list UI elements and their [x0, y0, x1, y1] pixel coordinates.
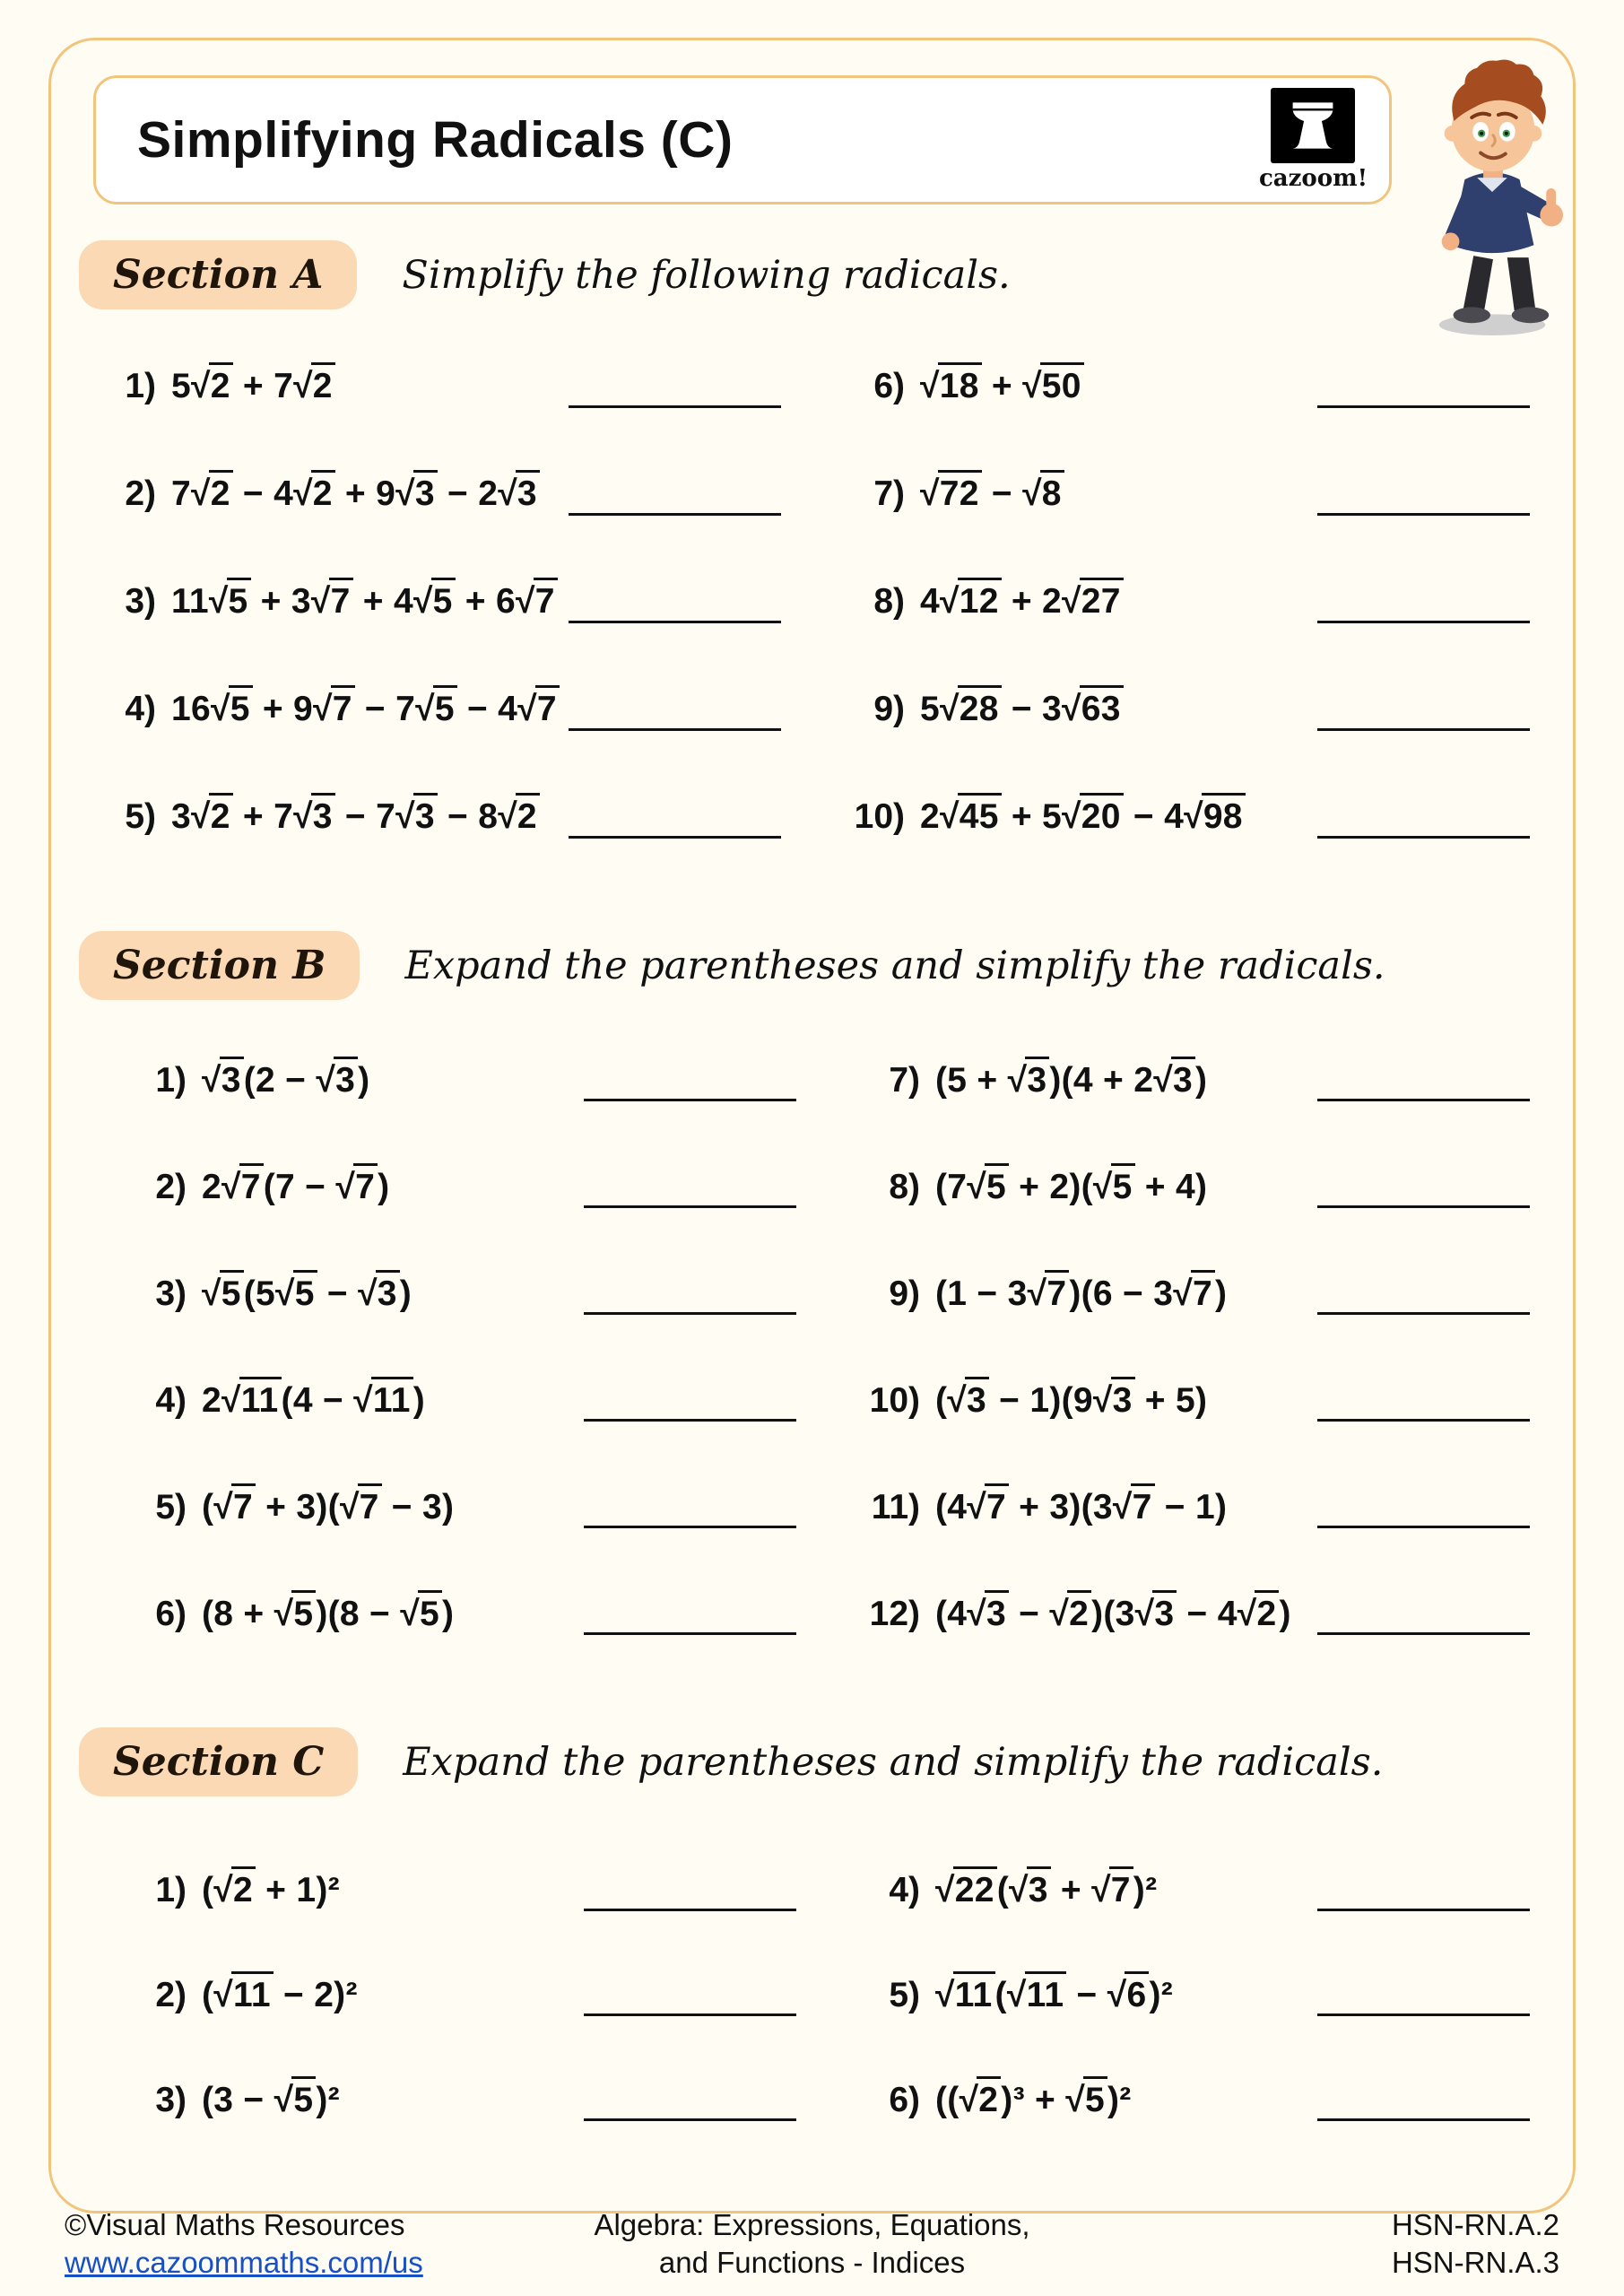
radical: √3 [1009, 1871, 1051, 1909]
problem-number: 5) [125, 797, 156, 836]
problem-expression: 2√45 + 5√20 − 4√98 [920, 797, 1246, 837]
problem-number: 1) [155, 1870, 187, 1909]
problem-row [79, 548, 795, 656]
radical: √7 [1173, 1274, 1215, 1313]
worksheet-title: Simplifying Radicals (C) [137, 111, 734, 169]
problem-expression: √11(√11 − √6)² [935, 1976, 1173, 2015]
radical: √3 [498, 474, 540, 513]
problem-row [843, 1134, 1544, 1240]
problem-expression: (3 − √5)² [202, 2081, 340, 2120]
radical: √7 [335, 1168, 378, 1206]
radical: √8 [1022, 474, 1064, 513]
problem-expression: ((√2)³ + √5)² [935, 2081, 1132, 2120]
radical: √2 [213, 1871, 256, 1909]
problem-row [843, 1027, 1544, 1134]
section-a-label: Section A [79, 240, 357, 309]
section-c-instruction: Expand the parentheses and simplify the radicals. [403, 1739, 1384, 1785]
radical: √2 [1049, 1595, 1091, 1633]
problem-row [843, 1943, 1544, 2048]
section-c-problems [79, 1838, 1544, 2152]
topic-line-2: and Functions - Indices [658, 2245, 966, 2279]
problem-expression: (8 + √5)(8 − √5) [202, 1595, 454, 1634]
footer-right [1133, 2206, 1559, 2282]
problem-number: 1) [155, 1060, 187, 1100]
radical: √3 [947, 1381, 989, 1420]
problem-row [828, 440, 1544, 548]
problem-expression: 5√28 − 3√63 [920, 690, 1124, 729]
problem-number: 11) [871, 1487, 920, 1526]
radical: √7 [221, 1168, 264, 1206]
problem-number: 7) [873, 474, 905, 513]
problem-expression: (4√3 − √2)(3√3 − 4√2) [935, 1595, 1291, 1634]
radical: √11 [935, 1976, 995, 2014]
answer-blank [569, 621, 781, 623]
answer-blank [1317, 2013, 1530, 2016]
radical: √11 [1007, 1976, 1067, 2014]
problem-number: 4) [889, 1870, 920, 1909]
radical: √3 [395, 797, 438, 836]
header [93, 75, 1392, 204]
radical: √72 [920, 474, 982, 513]
problem-number: 2) [155, 1975, 187, 2014]
radical: √5 [400, 1595, 442, 1633]
answer-blank [1317, 1909, 1530, 1911]
problem-row [843, 1240, 1544, 1347]
problem-row [109, 1027, 811, 1134]
answer-blank [1317, 1526, 1530, 1528]
problem-expression: √22(√3 + √7)² [935, 1871, 1157, 1910]
answer-blank [584, 1419, 796, 1422]
website-link[interactable]: www.cazoommaths.com/us [65, 2245, 423, 2279]
radical: √5 [413, 582, 456, 621]
section-c-header [79, 1727, 1544, 1796]
answer-blank [569, 513, 781, 516]
radical: √7 [1028, 1274, 1070, 1313]
answer-blank [1317, 1205, 1530, 1208]
radical: √2 [498, 797, 540, 836]
radical: √2 [293, 474, 335, 513]
radical: √7 [340, 1488, 382, 1526]
answer-blank [1317, 728, 1530, 731]
standard-code-1: HSN-RN.A.2 [1391, 2207, 1559, 2241]
radical: √11 [213, 1976, 274, 2014]
problem-number: 6) [889, 2080, 920, 2119]
problem-row [109, 1561, 811, 1667]
radical: √11 [353, 1381, 413, 1420]
problem-expression: (√7 + 3)(√7 − 3) [202, 1488, 454, 1527]
radical: √5 [274, 1595, 317, 1633]
section-b-label: Section B [79, 931, 360, 1000]
answer-blank [1317, 1312, 1530, 1315]
problem-row [828, 333, 1544, 440]
answer-blank [569, 836, 781, 839]
problem-expression: √18 + √50 [920, 367, 1084, 406]
radical: √5 [209, 582, 251, 621]
radical: √3 [395, 474, 438, 513]
radical: √7 [516, 582, 558, 621]
problem-expression: √5(5√5 − √3) [202, 1274, 412, 1314]
footer-left [65, 2206, 491, 2282]
problem-expression: (√2 + 1)² [202, 1871, 340, 1910]
answer-blank [584, 2118, 796, 2121]
answer-blank [584, 1099, 796, 1101]
problem-number: 3) [155, 2080, 187, 2119]
problem-row [109, 2048, 811, 2152]
problem-row [843, 2048, 1544, 2152]
problem-expression: 16√5 + 9√7 − 7√5 − 4√7 [171, 690, 560, 729]
radical: √11 [221, 1381, 282, 1420]
radical: √2 [191, 474, 233, 513]
radical: √18 [920, 367, 982, 405]
problem-expression: (1 − 3√7)(6 − 3√7) [935, 1274, 1227, 1314]
section-b-problems [79, 1027, 1544, 1667]
radical: √5 [1065, 2081, 1107, 2119]
radical: √5 [211, 690, 253, 728]
answer-blank [569, 728, 781, 731]
problem-number: 10) [854, 797, 905, 836]
problem-row [843, 1454, 1544, 1561]
answer-blank [584, 1909, 796, 1911]
radical: √63 [1062, 690, 1124, 728]
radical: √5 [1093, 1168, 1135, 1206]
radical: √6 [1107, 1976, 1150, 2014]
radical: √3 [316, 1061, 358, 1100]
problem-row [109, 1454, 811, 1561]
radical: √5 [202, 1274, 244, 1313]
radical: √7 [967, 1488, 1009, 1526]
radical: √3 [1153, 1061, 1195, 1100]
copyright-text: ©Visual Maths Resources [65, 2207, 405, 2241]
problem-number: 1) [125, 367, 156, 405]
section-b-header [79, 931, 1544, 1000]
radical: √2 [191, 367, 233, 405]
radical: √22 [935, 1871, 997, 1909]
answer-blank [584, 1205, 796, 1208]
section-b-instruction: Expand the parentheses and simplify the radicals. [404, 943, 1385, 988]
problem-number: 2) [125, 474, 156, 513]
radical: √27 [1062, 582, 1124, 621]
problem-number: 2) [155, 1167, 187, 1206]
problem-row [109, 1347, 811, 1454]
radical: √3 [1135, 1595, 1177, 1633]
section-a-problems [79, 333, 1544, 871]
problem-row [109, 1838, 811, 1943]
problem-number: 10) [869, 1380, 920, 1420]
answer-blank [1317, 1419, 1530, 1422]
problem-expression: √72 − √8 [920, 474, 1064, 514]
answer-blank [584, 1632, 796, 1635]
answer-blank [1317, 836, 1530, 839]
radical: √50 [1022, 367, 1084, 405]
section-b [79, 931, 1544, 1667]
problem-expression: 2√11(4 − √11) [202, 1381, 425, 1421]
problem-number: 5) [889, 1975, 920, 2014]
problem-expression: 11√5 + 3√7 + 4√5 + 6√7 [171, 582, 558, 622]
radical: √7 [311, 582, 353, 621]
topic-line-1: Algebra: Expressions, Equations, [594, 2207, 1030, 2241]
radical: √5 [415, 690, 457, 728]
section-a-instruction: Simplify the following radicals. [402, 252, 1011, 298]
footer [65, 2206, 1559, 2282]
radical: √5 [967, 1168, 1009, 1206]
radical: √7 [213, 1488, 256, 1526]
answer-blank [1317, 1099, 1530, 1101]
problem-number: 4) [125, 690, 156, 728]
radical: √5 [274, 2081, 317, 2119]
problem-row [828, 656, 1544, 763]
answer-blank [1317, 2118, 1530, 2121]
problem-row [79, 333, 795, 440]
problem-number: 9) [873, 690, 905, 728]
radical: √3 [202, 1061, 244, 1100]
radical: √20 [1062, 797, 1124, 836]
problem-row [843, 1347, 1544, 1454]
problem-row [828, 763, 1544, 871]
logo-wordmark: cazoom! [1258, 165, 1368, 192]
answer-blank [1317, 405, 1530, 408]
radical: √7 [517, 690, 560, 728]
problem-row [843, 1838, 1544, 1943]
radical: √3 [1008, 1061, 1050, 1100]
cazoom-logo [1252, 86, 1375, 194]
section-c [79, 1727, 1544, 2152]
problem-row [109, 1134, 811, 1240]
problem-number: 9) [889, 1274, 920, 1313]
problem-row [843, 1561, 1544, 1667]
radical: √45 [940, 797, 1002, 836]
radical: √2 [960, 2081, 1002, 2119]
problem-expression: 2√7(7 − √7) [202, 1168, 389, 1207]
radical: √7 [313, 690, 355, 728]
problem-number: 6) [155, 1594, 187, 1633]
radical: √7 [1091, 1871, 1133, 1909]
section-a-header [79, 240, 1544, 309]
problem-number: 12) [869, 1594, 920, 1633]
section-a [79, 240, 1544, 871]
answer-blank [584, 2013, 796, 2016]
problem-row [109, 1943, 811, 2048]
answer-blank [584, 1526, 796, 1528]
problem-number: 4) [155, 1380, 187, 1420]
radical: √3 [967, 1595, 1009, 1633]
radical: √5 [275, 1274, 317, 1313]
answer-blank [569, 405, 781, 408]
section-c-label: Section C [79, 1727, 358, 1796]
problem-expression: 7√2 − 4√2 + 9√3 − 2√3 [171, 474, 540, 514]
problem-expression: (√3 − 1)(9√3 + 5) [935, 1381, 1207, 1421]
problem-expression: (√11 − 2)² [202, 1976, 358, 2015]
answer-blank [1317, 621, 1530, 623]
problem-number: 8) [873, 582, 905, 621]
radical: √3 [358, 1274, 400, 1313]
radical: √3 [293, 797, 335, 836]
radical: √98 [1184, 797, 1246, 836]
answer-blank [1317, 513, 1530, 516]
problem-number: 8) [889, 1167, 920, 1206]
radical: √3 [1093, 1381, 1135, 1420]
problem-row [79, 763, 795, 871]
problem-expression: √3(2 − √3) [202, 1061, 369, 1100]
radical: √7 [1113, 1488, 1155, 1526]
problem-number: 3) [125, 582, 156, 621]
problem-number: 7) [889, 1060, 920, 1100]
problem-expression: (5 + √3)(4 + 2√3) [935, 1061, 1207, 1100]
drum-icon [1271, 88, 1355, 163]
problem-row [109, 1240, 811, 1347]
answer-blank [584, 1312, 796, 1315]
standard-code-2: HSN-RN.A.3 [1391, 2245, 1559, 2279]
footer-center [491, 2206, 1132, 2282]
radical: √2 [1238, 1595, 1280, 1633]
problem-row [79, 656, 795, 763]
problem-expression: 3√2 + 7√3 − 7√3 − 8√2 [171, 797, 540, 837]
problem-expression: 5√2 + 7√2 [171, 367, 335, 406]
problem-expression: (4√7 + 3)(3√7 − 1) [935, 1488, 1227, 1527]
problem-expression: (7√5 + 2)(√5 + 4) [935, 1168, 1207, 1207]
radical: √12 [940, 582, 1002, 621]
problem-number: 6) [873, 367, 905, 405]
radical: √2 [293, 367, 335, 405]
radical: √2 [191, 797, 233, 836]
problem-row [828, 548, 1544, 656]
problem-number: 5) [155, 1487, 187, 1526]
problem-number: 3) [155, 1274, 187, 1313]
radical: √28 [940, 690, 1002, 728]
answer-blank [1317, 1632, 1530, 1635]
problem-row [79, 440, 795, 548]
problem-expression: 4√12 + 2√27 [920, 582, 1124, 622]
